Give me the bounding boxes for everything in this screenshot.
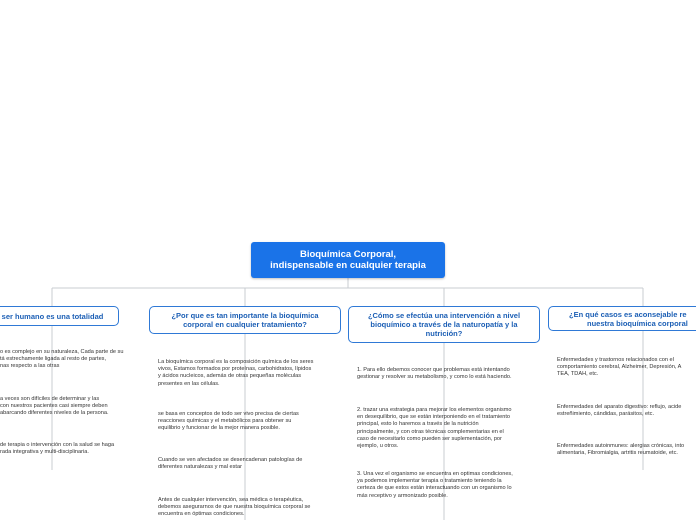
note-line: y ácidos nucleicos, además de otras pequeñas moléculas xyxy=(158,373,302,380)
note-line: se basa en conceptos de todo ser vivo precisa de ciertas xyxy=(158,411,299,417)
note-line: diferentes naturalezas y mal estar xyxy=(158,464,242,471)
topic-title-line: nutrición? xyxy=(425,329,463,338)
note-line: Enfermedades y trastornos relacionados con el xyxy=(557,357,674,363)
note-topic-3-item-1 xyxy=(357,367,512,381)
note-topic-3-item-2 xyxy=(357,407,512,450)
note-topic-2-item-2 xyxy=(158,411,299,433)
note-line: Cuando se ven afectados se desencadenan patologías de xyxy=(158,457,303,463)
note-line: TEA, TDAH, etc. xyxy=(557,371,599,378)
topic-title-line: ¿Por que es tan importante la bioquímica xyxy=(171,311,319,320)
note-line: debemos asegurarnos de que nuestra bioquímica corporal se xyxy=(158,504,311,511)
note-line: de terapia o intervención con la salud se haga xyxy=(0,442,115,448)
note-line: ejemplo, u otros. xyxy=(357,443,399,450)
note-line: 2. trazar una estrategia para mejorar los elementos organismo xyxy=(357,407,512,413)
note-line: 3. Una vez el organismo se encuentra en optimas condiciones, xyxy=(357,471,513,477)
note-topic-3-item-3 xyxy=(357,471,513,500)
note-line: o es complejo en su naturaleza, Cada parte de su xyxy=(0,349,124,355)
note-line: reacciones químicas y el metabólicos para obtener su xyxy=(158,418,292,425)
note-line: certeza de que estos están interactuando con un organismo lo xyxy=(357,485,512,492)
note-line: encuentra en óptimas condiciones. xyxy=(158,511,245,518)
note-line: presentes en las células. xyxy=(158,380,220,387)
topic-title-line: bioquímico a través de la naturopatía y la xyxy=(370,320,518,329)
topic-node-intervencion-naturopatia[interactable] xyxy=(348,306,540,343)
note-line: 1. Para ello debemos conocer que problemas está intentando xyxy=(357,367,510,373)
note-topic-4-item-3 xyxy=(557,443,684,457)
topic-title-line: corporal en cualquier tratamiento? xyxy=(183,320,307,329)
note-line: vivos, Estamos formados por proteínas, carbohidratos, lípidos xyxy=(158,366,312,373)
note-line: alimentaria, Fibromialgia, artritis reumatoide, etc. xyxy=(557,450,678,457)
note-line: equilibrio y funcionar de la mejor manera posible. xyxy=(158,425,280,432)
note-line: a veces son difíciles de determinar y las xyxy=(0,396,100,402)
note-line: abarcando diferentes niveles de la persona. xyxy=(0,410,109,417)
topic-title-line: ser humano es una totalidad xyxy=(1,311,104,321)
note-line: gestionar y resolver su metabolismo, y como lo está haciendo. xyxy=(357,374,512,381)
note-line: más receptivo y armonizado posible. xyxy=(357,492,448,499)
note-line: tá estrechamente ligada al resto de partes, xyxy=(0,356,107,363)
central-node[interactable] xyxy=(251,242,445,278)
note-line: Enfermedades del aparato digestivo: reflujo, acide xyxy=(557,404,682,410)
note-line: La bioquímica corporal es la composición química de los seres xyxy=(158,359,314,365)
note-line: con nuestros pacientes casi siempre deben xyxy=(0,403,108,410)
note-topic-1-item-2 xyxy=(0,396,109,418)
central-node-title-line-2: indispensable en cualquier terapia xyxy=(270,260,426,271)
note-line: caso de necesitarlo como pueden ser suplementación, por xyxy=(357,435,502,442)
note-topic-2-item-4 xyxy=(158,497,310,519)
note-topic-2-item-1 xyxy=(158,359,313,388)
note-topic-4-item-1 xyxy=(557,357,681,379)
central-node-title-line-1: Bioquímica Corporal, xyxy=(299,249,397,260)
topic-node-importancia-bioquimica[interactable] xyxy=(149,306,341,334)
note-topic-1-item-3 xyxy=(0,442,114,456)
note-line: rada integrativa y multi-disciplinaria. xyxy=(0,449,89,456)
note-line: ya podemos implementar terapia o tratamiento teniendo la xyxy=(357,478,502,485)
note-line: estreñimiento, cándidas, parásitos, etc. xyxy=(557,411,655,418)
note-line: en desequilibrio, que se están interponiendo en el tratamiento xyxy=(357,414,511,421)
note-topic-1-item-1 xyxy=(0,349,123,371)
note-line: Antes de cualquier intervención, sea médica o terapéutica, xyxy=(158,497,304,503)
note-line: principal, esto lo haremos a través de la nutrición xyxy=(357,421,479,428)
topic-node-casos-aconsejables[interactable] xyxy=(548,306,696,331)
note-line: comportamiento cerebral, Alzheimer, Depresión, A xyxy=(557,364,682,371)
note-line: Enfermedades autoinmunes: alergias crónicas, into xyxy=(557,443,685,449)
note-line: nas respecto a las otras xyxy=(0,363,60,370)
topic-title-line: ¿Cómo se efectúa una intervención a nivel xyxy=(367,311,521,320)
note-topic-2-item-3 xyxy=(158,457,302,471)
topic-title-line: nuestra bioquímica corporal xyxy=(587,318,688,328)
note-line: principalmente, y con otras técnicas complementarias en el xyxy=(357,428,504,435)
topic-node-ser-humano-totalidad[interactable] xyxy=(0,306,119,326)
topic-title-line: ¿En qué casos es aconsejable re xyxy=(569,309,687,319)
note-topic-4-item-2 xyxy=(557,404,681,418)
